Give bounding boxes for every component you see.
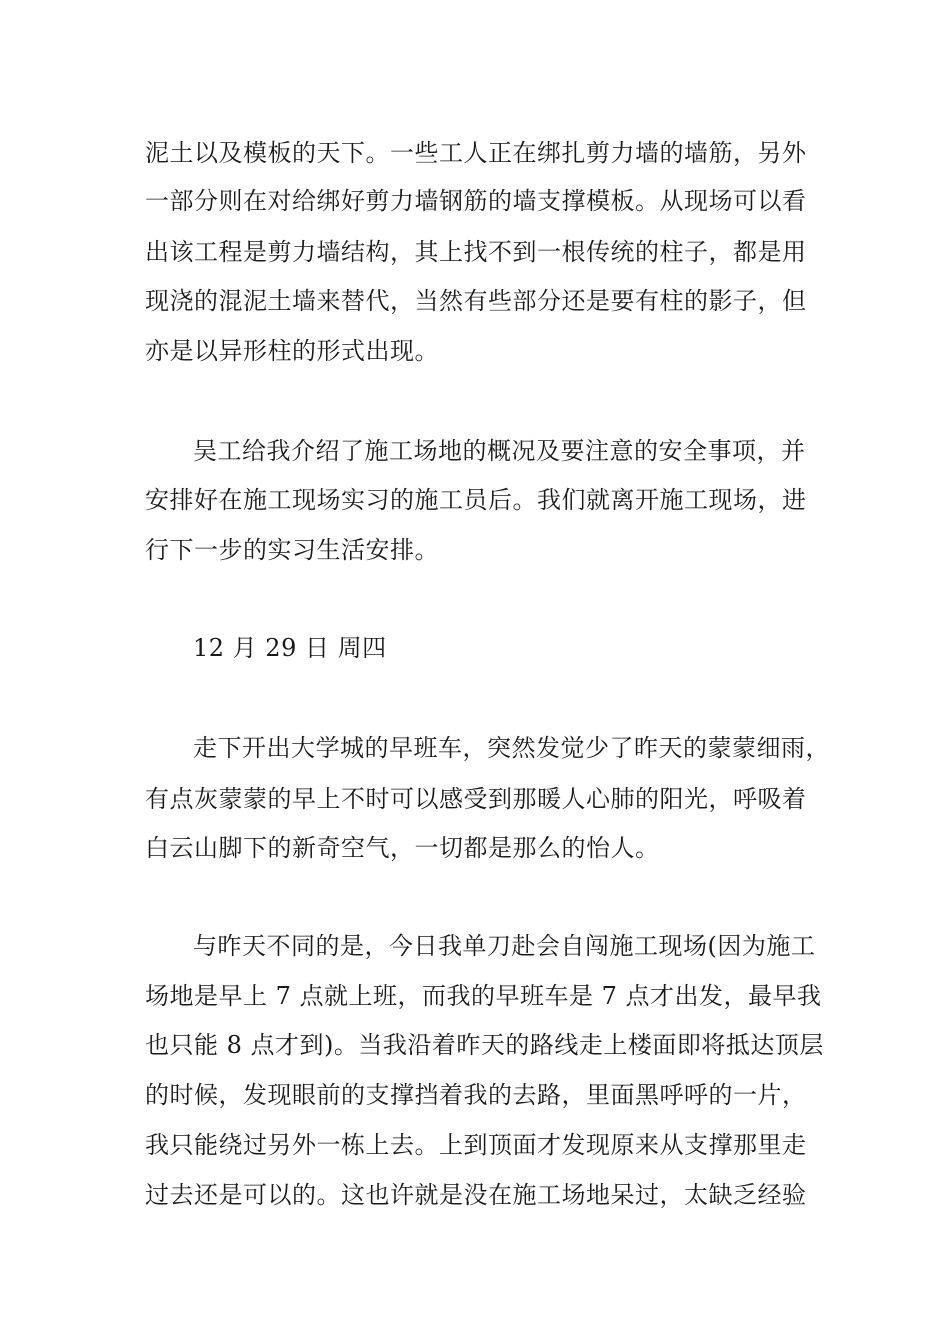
paragraph-3-line-2: 有点灰蒙蒙的早上不时可以感受到那暖人心肺的阳光，呼吸着 (145, 785, 807, 813)
paragraph-2-line-1: 吴工给我介绍了施工场地的概况及要注意的安全事项，并 (193, 437, 806, 465)
paragraph-3-line-3: 白云山脚下的新奇空气，一切都是那么的怡人。 (145, 834, 660, 862)
paragraph-4-line-3: 也只能 8 点才到)。当我沿着昨天的路线走上楼面即将抵达顶层 (145, 1031, 824, 1059)
date-heading: 12 月 29 日 周四 (193, 634, 387, 662)
paragraph-1-line-4: 现浇的混泥土墙来替代，当然有些部分还是要有柱的影子，但 (145, 287, 807, 315)
paragraph-4-line-1: 与昨天不同的是，今日我单刀赴会自闯施工现场(因为施工 (193, 932, 816, 960)
paragraph-4-line-2: 场地是早上 7 点就上班，而我的早班车是 7 点才出发，最早我 (145, 982, 822, 1010)
paragraph-2-line-3: 行下一步的实习生活安排。 (145, 536, 439, 564)
paragraph-1-line-1: 泥土以及模板的天下。一些工人正在绑扎剪力墙的墙筋，另外 (145, 139, 807, 167)
paragraph-2-line-2: 安排好在施工现场实习的施工员后。我们就离开施工现场，进 (145, 486, 807, 514)
paragraph-1-line-5: 亦是以异形柱的形式出现。 (145, 337, 439, 365)
paragraph-4-line-4: 的时候，发现眼前的支撑挡着我的去路，里面黑呼呼的一片， (145, 1081, 807, 1109)
paragraph-4-line-6: 过去还是可以的。这也许就是没在施工场地呆过，太缺乏经验 (145, 1181, 807, 1209)
paragraph-1-line-3: 出该工程是剪力墙结构，其上找不到一根传统的柱子，都是用 (145, 238, 807, 266)
paragraph-1-line-2: 一部分则在对给绑好剪力墙钢筋的墙支撑模板。从现场可以看 (145, 187, 807, 215)
paragraph-3-line-1: 走下开出大学城的早班车，突然发觉少了昨天的蒙蒙细雨， (193, 734, 830, 762)
paragraph-4-line-5: 我只能绕过另外一栋上去。上到顶面才发现原来从支撑那里走 (145, 1131, 807, 1159)
